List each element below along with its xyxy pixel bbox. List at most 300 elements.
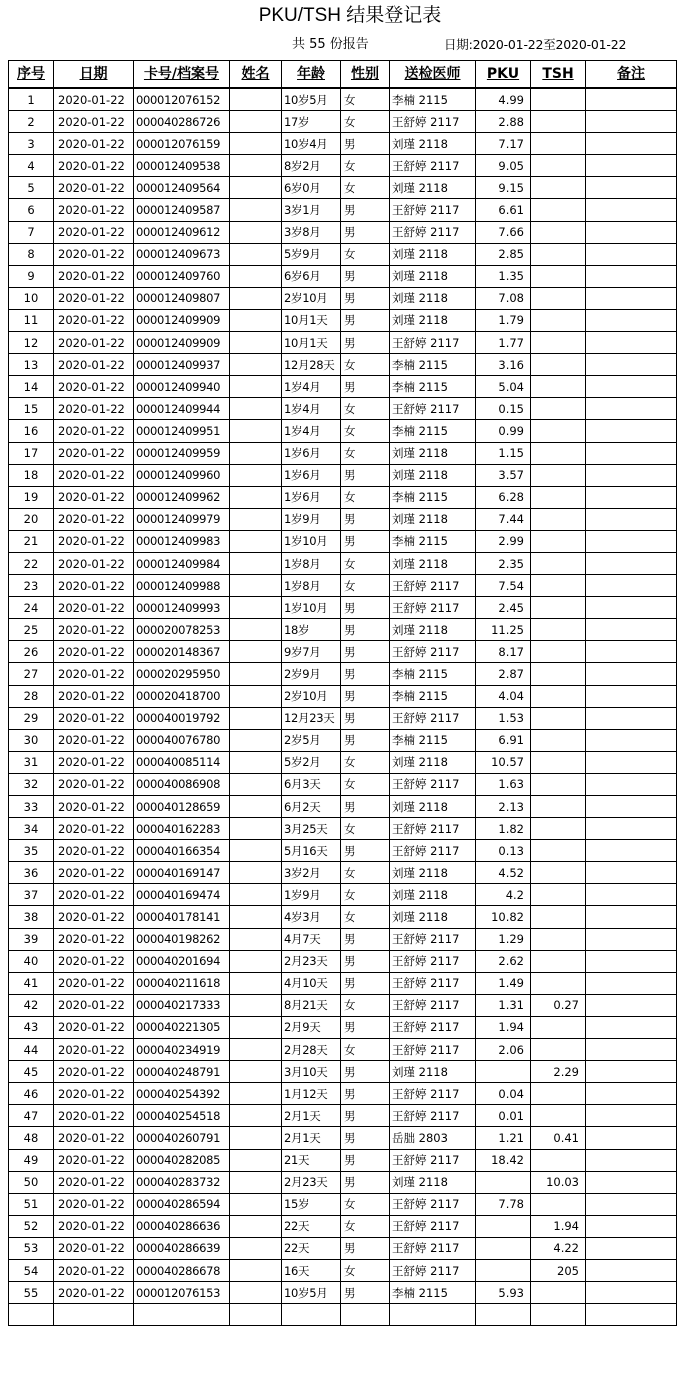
cell-note [586, 707, 677, 729]
cell-name [230, 685, 282, 707]
header-pku: PKU [476, 61, 531, 89]
cell-sex: 男 [341, 950, 390, 972]
cell-sex: 男 [341, 619, 390, 641]
cell-pku [476, 1237, 531, 1259]
cell-tsh [531, 133, 586, 155]
cell-age: 18岁 [282, 619, 341, 641]
cell-tsh [531, 376, 586, 398]
cell-tsh [531, 287, 586, 309]
cell-note [586, 1237, 677, 1259]
cell-name [230, 972, 282, 994]
cell-card: 000012409937 [134, 354, 230, 376]
cell-name [230, 1039, 282, 1061]
cell-name [230, 464, 282, 486]
cell-note [586, 1105, 677, 1127]
cell-name [230, 1193, 282, 1215]
table-row [9, 1083, 677, 1105]
cell-note [586, 420, 677, 442]
cell-doctor: 刘瑾 2118 [390, 796, 476, 818]
cell-tsh [531, 111, 586, 133]
cell-doctor: 王舒婷 2117 [390, 111, 476, 133]
cell-note [586, 1193, 677, 1215]
cell-name [230, 111, 282, 133]
cell-date: 2020-01-22 [54, 309, 134, 331]
cell-sex: 女 [341, 906, 390, 928]
cell-note [586, 1171, 677, 1193]
cell-name [230, 354, 282, 376]
cell-note [586, 928, 677, 950]
cell-age: 17岁 [282, 111, 341, 133]
cell-doctor: 王舒婷 2117 [390, 597, 476, 619]
cell-tsh [531, 641, 586, 663]
cell-name [230, 1061, 282, 1083]
cell-pku: 1.15 [476, 442, 531, 464]
cell-date: 2020-01-22 [54, 1149, 134, 1171]
cell-note [586, 906, 677, 928]
cell-note [586, 796, 677, 818]
cell-card: 000012409612 [134, 221, 230, 243]
cell-name [230, 199, 282, 221]
cell-card: 000012409984 [134, 552, 230, 574]
cell-name [230, 840, 282, 862]
cell-index: 16 [9, 420, 54, 442]
cell-date: 2020-01-22 [54, 619, 134, 641]
cell-name [230, 1282, 282, 1304]
cell-doctor: 李楠 2115 [390, 663, 476, 685]
cell-card: 000040286636 [134, 1215, 230, 1237]
cell-card: 000040162283 [134, 818, 230, 840]
cell-index: 37 [9, 884, 54, 906]
cell-date: 2020-01-22 [54, 773, 134, 795]
cell-note [586, 177, 677, 199]
cell-note [586, 398, 677, 420]
cell-tsh [531, 530, 586, 552]
cell-index: 47 [9, 1105, 54, 1127]
cell-card: 000012409959 [134, 442, 230, 464]
cell-index: 12 [9, 332, 54, 354]
cell-age: 6月3天 [282, 773, 341, 795]
cell-tsh [531, 332, 586, 354]
cell-date: 2020-01-22 [54, 1127, 134, 1149]
cell-age: 2岁5月 [282, 729, 341, 751]
cell-age: 12月23天 [282, 707, 341, 729]
cell-note [586, 972, 677, 994]
cell-note [586, 862, 677, 884]
cell-name [230, 332, 282, 354]
cell-sex: 女 [341, 155, 390, 177]
cell-tsh [531, 928, 586, 950]
header-doctor: 送检医师 [390, 61, 476, 89]
cell-pku [476, 1171, 531, 1193]
cell-note [586, 641, 677, 663]
table-row [9, 597, 677, 619]
cell-name [230, 575, 282, 597]
table-row [9, 884, 677, 906]
table-row [9, 972, 677, 994]
cell-sex: 女 [341, 442, 390, 464]
cell-sex: 男 [341, 1149, 390, 1171]
cell-doctor: 刘瑾 2118 [390, 309, 476, 331]
cell-card: 000040221305 [134, 1016, 230, 1038]
cell-pku [476, 1215, 531, 1237]
table-row [9, 818, 677, 840]
cell-doctor: 王舒婷 2117 [390, 1105, 476, 1127]
cell-age: 3月25天 [282, 818, 341, 840]
cell-card: 000012409538 [134, 155, 230, 177]
cell-sex: 男 [341, 729, 390, 751]
cell-name [230, 442, 282, 464]
cell-index: 8 [9, 243, 54, 265]
cell-sex: 女 [341, 552, 390, 574]
cell-card: 000040283732 [134, 1171, 230, 1193]
cell-name [230, 265, 282, 287]
cell-note [586, 1016, 677, 1038]
cell-sex: 女 [341, 751, 390, 773]
cell-age: 1岁8月 [282, 552, 341, 574]
cell-age: 3岁8月 [282, 221, 341, 243]
table-row [9, 1149, 677, 1171]
cell-doctor: 王舒婷 2117 [390, 994, 476, 1016]
report-date-range: 日期:2020-01-22至2020-01-22 [444, 37, 627, 52]
cell-tsh [531, 862, 586, 884]
cell-doctor: 王舒婷 2117 [390, 840, 476, 862]
cell-card: 000040286639 [134, 1237, 230, 1259]
cell-date: 2020-01-22 [54, 332, 134, 354]
cell-index: 11 [9, 309, 54, 331]
table-row [9, 332, 677, 354]
cell-index: 32 [9, 773, 54, 795]
cell-date: 2020-01-22 [54, 950, 134, 972]
cell-pku: 0.15 [476, 398, 531, 420]
cell-name [230, 707, 282, 729]
cell-tsh [531, 1105, 586, 1127]
cell-pku: 7.78 [476, 1193, 531, 1215]
cell-date: 2020-01-22 [54, 243, 134, 265]
cell-tsh [531, 1083, 586, 1105]
cell-doctor: 王舒婷 2117 [390, 1215, 476, 1237]
table-row [9, 663, 677, 685]
cell-name [230, 420, 282, 442]
cell-tsh [531, 464, 586, 486]
cell-note [586, 685, 677, 707]
cell-note [586, 243, 677, 265]
cell-date: 2020-01-22 [54, 751, 134, 773]
cell-name [230, 994, 282, 1016]
cell-doctor: 李楠 2115 [390, 376, 476, 398]
cell-card: 000040217333 [134, 994, 230, 1016]
cell-tsh [531, 265, 586, 287]
cell-card: 000040260791 [134, 1127, 230, 1149]
cell-index: 5 [9, 177, 54, 199]
cell-date: 2020-01-22 [54, 1039, 134, 1061]
cell-name [230, 663, 282, 685]
cell-pku: 9.05 [476, 155, 531, 177]
cell-card: 000040166354 [134, 840, 230, 862]
cell-card: 000012409940 [134, 376, 230, 398]
cell-name [230, 641, 282, 663]
cell-pku: 1.21 [476, 1127, 531, 1149]
table-row [9, 1237, 677, 1259]
cell-pku: 1.94 [476, 1016, 531, 1038]
table-row [9, 773, 677, 795]
header-sex: 性别 [341, 61, 390, 89]
cell-name [230, 751, 282, 773]
cell-pku: 18.42 [476, 1149, 531, 1171]
cell-index: 33 [9, 796, 54, 818]
cell-sex: 男 [341, 508, 390, 530]
cell-card: 000012409960 [134, 464, 230, 486]
cell-date: 2020-01-22 [54, 486, 134, 508]
table-row [9, 950, 677, 972]
cell-note [586, 552, 677, 574]
cell-card: 000012076159 [134, 133, 230, 155]
cell-age: 10月1天 [282, 332, 341, 354]
cell-age: 3岁2月 [282, 862, 341, 884]
cell-age: 1岁10月 [282, 530, 341, 552]
cell-index: 2 [9, 111, 54, 133]
cell-pku: 0.13 [476, 840, 531, 862]
cell-name [230, 1083, 282, 1105]
cell-name [230, 796, 282, 818]
cell-card: 000012409909 [134, 332, 230, 354]
cell-date: 2020-01-22 [54, 1061, 134, 1083]
cell-date: 2020-01-22 [54, 884, 134, 906]
table-row [9, 486, 677, 508]
cell-date: 2020-01-22 [54, 641, 134, 663]
cell-sex: 女 [341, 420, 390, 442]
cell-tsh [531, 552, 586, 574]
cell-card: 000012409564 [134, 177, 230, 199]
cell-date: 2020-01-22 [54, 1259, 134, 1281]
cell-pku: 2.13 [476, 796, 531, 818]
cell-name [230, 309, 282, 331]
header-tsh: TSH [531, 61, 586, 89]
cell-sex: 男 [341, 972, 390, 994]
cell-pku: 4.99 [476, 88, 531, 111]
cell-name [230, 243, 282, 265]
cell-age: 6月2天 [282, 796, 341, 818]
cell-sex: 女 [341, 243, 390, 265]
cell-tsh [531, 884, 586, 906]
cell-pku: 1.77 [476, 332, 531, 354]
cell-pku: 7.44 [476, 508, 531, 530]
cell-doctor: 刘瑾 2118 [390, 906, 476, 928]
cell-pku: 6.91 [476, 729, 531, 751]
cell-index: 28 [9, 685, 54, 707]
cell-age: 21天 [282, 1149, 341, 1171]
cell-tsh [531, 818, 586, 840]
cell-sex: 女 [341, 862, 390, 884]
cell-index: 31 [9, 751, 54, 773]
cell-sex: 女 [341, 773, 390, 795]
cell-date: 2020-01-22 [54, 796, 134, 818]
cell-tsh [531, 840, 586, 862]
cell-doctor: 王舒婷 2117 [390, 641, 476, 663]
cell-card: 000012409944 [134, 398, 230, 420]
cell-doctor: 王舒婷 2117 [390, 1193, 476, 1215]
cell-card: 000012409807 [134, 287, 230, 309]
cell-date: 2020-01-22 [54, 663, 134, 685]
cell-index: 1 [9, 88, 54, 111]
cell-sex: 女 [341, 1193, 390, 1215]
cell-card: 000040201694 [134, 950, 230, 972]
table-row [9, 641, 677, 663]
cell-note [586, 265, 677, 287]
cell-doctor: 岳朏 2803 [390, 1127, 476, 1149]
table-row [9, 906, 677, 928]
cell-date: 2020-01-22 [54, 111, 134, 133]
cell-pku: 10.57 [476, 751, 531, 773]
cell-index: 6 [9, 199, 54, 221]
table-row [9, 1016, 677, 1038]
table-row [9, 751, 677, 773]
cell-doctor: 刘瑾 2118 [390, 552, 476, 574]
cell-sex: 男 [341, 199, 390, 221]
cell-index: 45 [9, 1061, 54, 1083]
cell-note [586, 663, 677, 685]
cell-name [230, 508, 282, 530]
cell-card: 000040254518 [134, 1105, 230, 1127]
cell-sex: 男 [341, 376, 390, 398]
report-count: 共 55 份报告 [292, 37, 369, 52]
cell-tsh [531, 619, 586, 641]
cell-doctor: 王舒婷 2117 [390, 199, 476, 221]
table-row [9, 1127, 677, 1149]
cell-note [586, 575, 677, 597]
cell-pku: 7.17 [476, 133, 531, 155]
cell-name [230, 818, 282, 840]
cell-index: 43 [9, 1016, 54, 1038]
cell-index: 36 [9, 862, 54, 884]
cell-date: 2020-01-22 [54, 133, 134, 155]
cell-note [586, 729, 677, 751]
cell-index: 53 [9, 1237, 54, 1259]
cell-date: 2020-01-22 [54, 685, 134, 707]
cell-tsh [531, 796, 586, 818]
cell-sex: 男 [341, 663, 390, 685]
cell-doctor: 李楠 2115 [390, 1282, 476, 1304]
cell-age: 12月28天 [282, 354, 341, 376]
cell-pku: 0.04 [476, 1083, 531, 1105]
table-row [9, 575, 677, 597]
cell-card: 000040085114 [134, 751, 230, 773]
cell-sex: 女 [341, 486, 390, 508]
cell-date: 2020-01-22 [54, 597, 134, 619]
cell-pku: 7.54 [476, 575, 531, 597]
cell-age: 9岁7月 [282, 641, 341, 663]
cell-sex: 女 [341, 994, 390, 1016]
cell-card: 000012409988 [134, 575, 230, 597]
cell-sex: 女 [341, 88, 390, 111]
cell-date: 2020-01-22 [54, 1193, 134, 1215]
cell-sex: 男 [341, 332, 390, 354]
cell-name [230, 398, 282, 420]
cell-note [586, 597, 677, 619]
cell-date: 2020-01-22 [54, 862, 134, 884]
cell-card: 000040234919 [134, 1039, 230, 1061]
cell-age: 1岁6月 [282, 442, 341, 464]
cell-index: 23 [9, 575, 54, 597]
cell-sex: 女 [341, 575, 390, 597]
cell-note [586, 199, 677, 221]
cell-doctor: 王舒婷 2117 [390, 972, 476, 994]
cell-pku: 1.53 [476, 707, 531, 729]
cell-tsh: 1.94 [531, 1215, 586, 1237]
cell-date: 2020-01-22 [54, 177, 134, 199]
cell-doctor: 王舒婷 2117 [390, 818, 476, 840]
cell-index: 26 [9, 641, 54, 663]
cell-sex: 女 [341, 1259, 390, 1281]
cell-doctor: 李楠 2115 [390, 729, 476, 751]
cell-note [586, 88, 677, 111]
cell-sex: 女 [341, 1039, 390, 1061]
cell-pku: 6.28 [476, 486, 531, 508]
table-row [9, 1259, 677, 1281]
table-body [9, 88, 677, 1326]
cell-card: 000012409587 [134, 199, 230, 221]
cell-note [586, 309, 677, 331]
cell-sex: 男 [341, 1237, 390, 1259]
cell-doctor: 刘瑾 2118 [390, 177, 476, 199]
cell-pku: 1.82 [476, 818, 531, 840]
cell-note [586, 155, 677, 177]
cell-date: 2020-01-22 [54, 464, 134, 486]
table-row [9, 133, 677, 155]
cell-card: 000020295950 [134, 663, 230, 685]
cell-tsh [531, 729, 586, 751]
cell-sex: 男 [341, 928, 390, 950]
cell-doctor [390, 1304, 476, 1326]
cell-note [586, 818, 677, 840]
table-row [9, 530, 677, 552]
table-row [9, 1304, 677, 1326]
cell-sex: 男 [341, 685, 390, 707]
cell-doctor: 王舒婷 2117 [390, 398, 476, 420]
cell-sex: 男 [341, 641, 390, 663]
cell-tsh [531, 420, 586, 442]
header-name: 姓名 [230, 61, 282, 89]
cell-date: 2020-01-22 [54, 729, 134, 751]
cell-note [586, 133, 677, 155]
cell-tsh [531, 950, 586, 972]
cell-doctor: 王舒婷 2117 [390, 707, 476, 729]
cell-sex: 男 [341, 309, 390, 331]
cell-index: 41 [9, 972, 54, 994]
cell-doctor: 李楠 2115 [390, 88, 476, 111]
cell-date: 2020-01-22 [54, 1171, 134, 1193]
cell-index: 51 [9, 1193, 54, 1215]
cell-note [586, 950, 677, 972]
cell-date: 2020-01-22 [54, 972, 134, 994]
cell-card: 000040198262 [134, 928, 230, 950]
cell-age: 1岁6月 [282, 486, 341, 508]
cell-pku: 1.29 [476, 928, 531, 950]
cell-name [230, 884, 282, 906]
cell-age: 3岁1月 [282, 199, 341, 221]
cell-date: 2020-01-22 [54, 265, 134, 287]
cell-note [586, 332, 677, 354]
cell-name [230, 1304, 282, 1326]
cell-card: 000012409993 [134, 597, 230, 619]
cell-name [230, 1127, 282, 1149]
cell-index: 10 [9, 287, 54, 309]
cell-index: 49 [9, 1149, 54, 1171]
table-row [9, 840, 677, 862]
report-title: PKU/TSH 结果登记表 [258, 5, 442, 26]
cell-note [586, 994, 677, 1016]
table-row [9, 862, 677, 884]
cell-date: 2020-01-22 [54, 442, 134, 464]
